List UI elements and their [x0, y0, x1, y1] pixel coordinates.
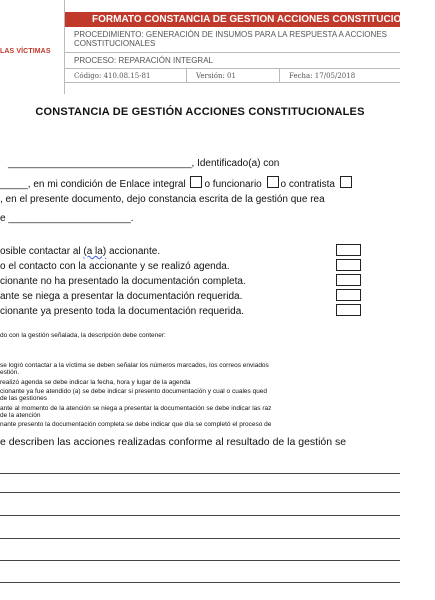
- identified-label: , Identificado(a) con: [191, 158, 280, 169]
- subject-prefix: e: [0, 213, 6, 224]
- writing-line[interactable]: [0, 515, 400, 516]
- option-complete-docs: cionante ya presento toda la documentación requerida.: [0, 306, 245, 317]
- date-text: Fecha: 17/05/2018: [289, 72, 356, 80]
- option-contact-agenda: o el contacto con la accionante y se realizó agenda.: [0, 261, 230, 272]
- option-checkbox[interactable]: [336, 304, 361, 316]
- option-incomplete-docs: cionante no ha presentado la documentación completa.: [0, 276, 246, 287]
- writing-line[interactable]: [0, 473, 400, 474]
- note-item: cionante ya fue atendido (a) se debe indicar si presento documentación y cual o cuales qued: [0, 388, 268, 395]
- closing-text: e describen las acciones realizadas conforme al resultado de la gestión se: [0, 436, 347, 448]
- document-title: CONSTANCIA DE GESTIÓN ACCIONES CONSTITUCIONALES: [35, 106, 365, 118]
- note-item: ante al momento de la atención se niega a presentar la documentación se debe indicar las raz: [0, 405, 272, 412]
- option-text: accionante.: [106, 246, 161, 257]
- note-item: nante presento la documentación completa se debe indicar que día se completó el proceso de: [0, 421, 272, 428]
- role-line-start: _____, en mi condición de Enlace integral: [0, 179, 186, 190]
- statement-line: , en el presente documento, dejo constancia escrita de la gestión que rea: [0, 194, 325, 205]
- instruction-text: do con la gestión señalada, la descripción debe contener:: [0, 332, 166, 339]
- logo-text: LAS VÍCTIMAS: [0, 48, 51, 55]
- note-item: se logró contactar a la víctima se deben señalar los números marcados, los correos enviados: [0, 362, 269, 369]
- option-text: osible contactar al: [0, 246, 84, 257]
- version-text: Versión: 01: [196, 72, 236, 80]
- writing-line[interactable]: [0, 560, 400, 561]
- process-text: PROCESO: REPARACIÓN INTEGRAL: [74, 56, 213, 65]
- option-refuses-docs: ante se niega a presentar la documentación requerida.: [0, 291, 243, 302]
- contractor-checkbox[interactable]: [340, 176, 352, 188]
- procedure-text: PROCEDIMIENTO: GENERACIÓN DE INSUMOS PARA LA RESPUESTA A ACCIONES CONSTITUCIONALES: [74, 30, 387, 48]
- subject-line: [0, 213, 133, 224]
- option-checkbox[interactable]: [336, 274, 361, 286]
- role-line: [0, 176, 354, 190]
- writing-line[interactable]: [0, 538, 400, 539]
- option-checkbox[interactable]: [336, 289, 361, 301]
- subject-blank[interactable]: ______________________.: [8, 213, 134, 224]
- official-checkbox[interactable]: [267, 176, 279, 188]
- contractor-label: o contratista: [280, 179, 335, 190]
- code-text: Código: 410.08.15-81: [74, 72, 151, 80]
- writing-line[interactable]: [0, 492, 400, 493]
- form-title: FORMATO CONSTANCIA DE GESTION ACCIONES CONSTITUCIONALES: [65, 12, 400, 27]
- note-item: realizó agenda se debe indicar la fecha, hora y lugar de la agenda: [0, 379, 191, 386]
- official-label: o funcionario: [204, 179, 262, 190]
- meta-divider: [186, 69, 187, 82]
- name-blank-line[interactable]: _________________________________: [8, 158, 192, 169]
- enlace-checkbox[interactable]: [190, 176, 202, 188]
- logo-cell: [0, 0, 65, 94]
- option-checkbox[interactable]: [336, 259, 361, 271]
- note-item: de las gestiones: [0, 395, 47, 402]
- meta-divider: [279, 69, 280, 82]
- note-item: estión.: [0, 369, 20, 376]
- note-item: de la atención: [0, 412, 41, 419]
- option-mark: (a la): [83, 246, 107, 257]
- option-checkbox[interactable]: [336, 244, 361, 256]
- option-contact-impossible: [0, 246, 160, 257]
- name-blank[interactable]: [8, 158, 279, 169]
- writing-line[interactable]: [0, 582, 400, 583]
